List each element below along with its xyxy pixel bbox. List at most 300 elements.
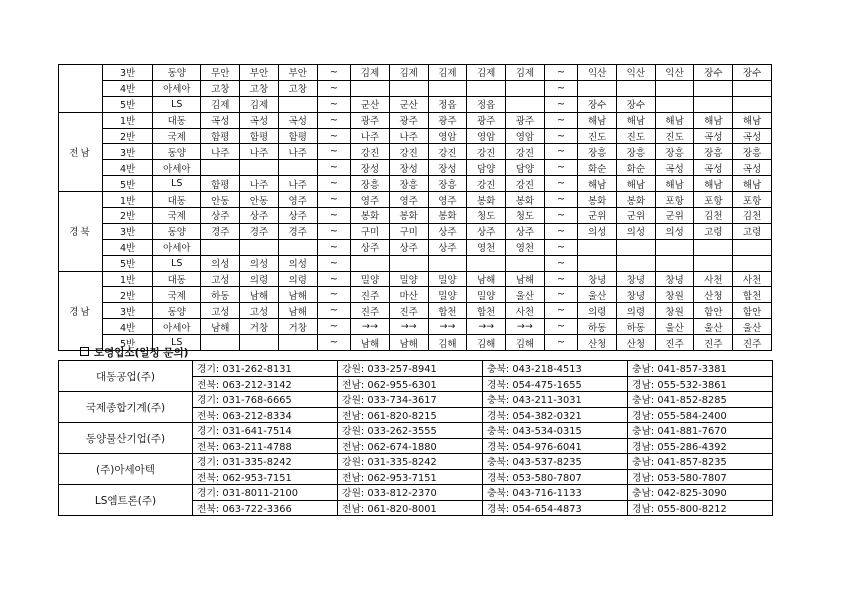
location-cell: 사천 [506,303,545,319]
location-cell: ~ [317,271,351,287]
office-phone: 충남: 041-852-8285 [628,392,773,408]
region-cell: 전남 [59,112,103,191]
location-cell: 청도 [506,208,545,224]
location-cell: 해남 [616,112,655,128]
location-cell: 울산 [733,319,772,335]
location-cell: ~ [544,303,578,319]
location-cell [616,255,655,271]
location-cell: 합천 [733,287,772,303]
location-cell: 군위 [616,208,655,224]
location-cell: 군산 [389,96,428,112]
location-cell: ~ [544,176,578,192]
location-cell [351,255,390,271]
location-cell: 진주 [694,335,733,351]
team-cell: 5반 [102,96,152,112]
location-cell [278,160,317,176]
location-cell: ~ [544,144,578,160]
location-cell: 상주 [428,239,467,255]
location-cell: 고창 [240,80,279,96]
office-phone: 강원: 031-335-8242 [338,454,483,470]
location-cell: 합천 [428,303,467,319]
location-cell: 장흥 [389,176,428,192]
location-cell: 해남 [616,176,655,192]
location-cell [694,80,733,96]
company-cell: 국제 [153,287,201,303]
location-cell: ~ [317,335,351,351]
schedule-table [58,64,772,351]
location-cell: 의령 [240,271,279,287]
location-cell: 곡성 [278,112,317,128]
location-cell: 산청 [578,335,617,351]
office-phone: 경북: 053-580-7807 [483,469,628,485]
location-cell: 화순 [616,160,655,176]
location-cell: 해남 [578,176,617,192]
location-cell: 강진 [428,144,467,160]
team-cell: 4반 [102,160,152,176]
location-cell: 광주 [467,112,506,128]
location-cell: 의성 [201,255,240,271]
location-cell: 의령 [616,303,655,319]
location-cell [201,160,240,176]
location-cell: 창원 [655,287,694,303]
location-cell: 밀양 [389,271,428,287]
location-cell: 강진 [506,144,545,160]
location-cell: 거창 [240,319,279,335]
location-cell: 나주 [201,144,240,160]
location-cell [578,239,617,255]
location-cell: 봉화 [506,192,545,208]
location-cell: 고성 [201,271,240,287]
location-cell: 창원 [655,303,694,319]
office-phone: 충북: 043-716-1133 [483,485,628,501]
location-cell: 광주 [389,112,428,128]
company-cell: 동양 [153,223,201,239]
location-cell: 장수 [578,96,617,112]
location-cell: →→ [506,319,545,335]
team-cell: 4반 [102,239,152,255]
office-row [59,392,773,408]
location-cell: 안동 [240,192,279,208]
schedule-row [59,223,772,239]
location-cell [733,239,772,255]
location-cell: 의령 [578,303,617,319]
location-cell: 무안 [201,65,240,81]
location-cell: 봉화 [616,192,655,208]
location-cell: 안동 [201,192,240,208]
location-cell [351,80,390,96]
team-cell: 5반 [102,335,152,351]
location-cell: 창녕 [655,271,694,287]
location-cell: 함평 [201,128,240,144]
office-phone: 경남: 055-286-4392 [628,438,773,454]
company-cell: 대동 [153,112,201,128]
team-cell: 4반 [102,319,152,335]
location-cell: 김제 [389,65,428,81]
location-cell: ~ [317,112,351,128]
location-cell: 영천 [506,239,545,255]
team-cell: 2반 [102,287,152,303]
location-cell: ~ [544,80,578,96]
location-cell: →→ [351,319,390,335]
location-cell: 진주 [733,335,772,351]
location-cell: ~ [544,335,578,351]
location-cell: 상주 [389,239,428,255]
location-cell: 하동 [201,287,240,303]
location-cell: 강진 [389,144,428,160]
location-cell: 상주 [506,223,545,239]
location-cell: 고창 [278,80,317,96]
location-cell: 김천 [733,208,772,224]
location-cell: ~ [317,239,351,255]
location-cell: ~ [317,208,351,224]
team-cell: 3반 [102,65,152,81]
location-cell: 산청 [694,287,733,303]
location-cell [694,239,733,255]
location-cell: ~ [317,65,351,81]
location-cell: 상주 [240,208,279,224]
location-cell: 함안 [733,303,772,319]
office-phone: 충북: 043-534-0315 [483,423,628,439]
location-cell: 의성 [278,255,317,271]
location-cell: 고성 [240,303,279,319]
location-cell: 경주 [240,223,279,239]
location-cell: ~ [317,287,351,303]
location-cell: 합천 [467,303,506,319]
office-phone: 경기: 031-262-8131 [193,361,338,377]
location-cell: 김제 [351,65,390,81]
location-cell: 장수 [694,65,733,81]
location-cell: 사천 [733,271,772,287]
company-cell: 아세아 [153,319,201,335]
location-cell: →→ [467,319,506,335]
location-cell: 함평 [278,128,317,144]
location-cell: 장수 [733,65,772,81]
location-cell: 고령 [733,223,772,239]
location-cell [733,255,772,271]
location-cell: 부안 [278,65,317,81]
office-phone: 경남: 055-584-2400 [628,407,773,423]
company-cell: 국제 [153,208,201,224]
location-cell: 진주 [351,303,390,319]
region-cell: 경북 [59,192,103,271]
location-cell: 김제 [506,65,545,81]
location-cell [616,239,655,255]
schedule-row [59,192,772,208]
region-cell [59,65,103,113]
office-company-name: 동양물산기업(주) [59,423,193,454]
office-phone: 경북: 054-475-1655 [483,376,628,392]
location-cell [278,96,317,112]
location-cell [428,80,467,96]
location-cell: 광주 [428,112,467,128]
location-cell: 담양 [506,160,545,176]
office-phone: 경북: 054-976-6041 [483,438,628,454]
location-cell: 군위 [578,208,617,224]
location-cell: 남해 [240,287,279,303]
location-cell: ~ [317,192,351,208]
location-cell: 군위 [655,208,694,224]
location-cell: ~ [317,144,351,160]
location-cell [278,239,317,255]
company-cell: 국제 [153,128,201,144]
schedule-row [59,271,772,287]
location-cell [389,80,428,96]
location-cell: 진주 [655,335,694,351]
location-cell: 담양 [467,160,506,176]
location-cell: ~ [544,208,578,224]
office-phone: 충북: 043-537-8235 [483,454,628,470]
location-cell: ~ [544,192,578,208]
location-cell: 곡성 [733,128,772,144]
office-phone: 경기: 031-335-8242 [193,454,338,470]
location-cell: 부안 [240,65,279,81]
location-cell: 장성 [351,160,390,176]
location-cell: 김제 [240,96,279,112]
location-cell [578,255,617,271]
schedule-row [59,287,772,303]
location-cell: 구미 [389,223,428,239]
location-cell: 김천 [694,208,733,224]
office-phone: 충남: 041-857-8235 [628,454,773,470]
location-cell: 나주 [240,176,279,192]
schedule-row [59,255,772,271]
location-cell: 김제 [467,65,506,81]
location-cell: 울산 [506,287,545,303]
location-cell: ~ [544,271,578,287]
location-cell: 봉화 [389,208,428,224]
office-phone: 충남: 041-881-7670 [628,423,773,439]
location-cell [389,255,428,271]
team-cell: 1반 [102,192,152,208]
location-cell: 의성 [616,223,655,239]
location-cell: 창녕 [616,287,655,303]
location-cell: ~ [544,239,578,255]
schedule-row [59,144,772,160]
location-cell: 울산 [694,319,733,335]
location-cell: ~ [317,303,351,319]
company-cell: 동양 [153,303,201,319]
location-cell [694,255,733,271]
location-cell: ~ [544,319,578,335]
office-phone: 경북: 054-654-4873 [483,500,628,516]
offices-table [58,360,773,516]
location-cell: 영주 [389,192,428,208]
location-cell [616,80,655,96]
location-cell: 의성 [240,255,279,271]
location-cell: →→ [389,319,428,335]
schedule-row [59,176,772,192]
office-company-name: 대동공업(주) [59,361,193,392]
location-cell: 해남 [733,176,772,192]
location-cell: 장흥 [655,144,694,160]
location-cell: 의성 [655,223,694,239]
location-cell [655,80,694,96]
location-cell [467,80,506,96]
location-cell: 해남 [694,112,733,128]
office-phone: 경남: 055-532-3861 [628,376,773,392]
location-cell [655,255,694,271]
team-cell: 4반 [102,80,152,96]
office-phone: 충북: 043-218-4513 [483,361,628,377]
location-cell: 하동 [616,319,655,335]
location-cell: 김해 [506,335,545,351]
location-cell [733,80,772,96]
office-phone: 경남: 055-800-8212 [628,500,773,516]
location-cell: 나주 [278,176,317,192]
office-phone: 강원: 033-262-3555 [338,423,483,439]
location-cell: 강진 [467,144,506,160]
location-cell [694,96,733,112]
location-cell: 창녕 [616,271,655,287]
location-cell: 마산 [389,287,428,303]
location-cell [655,96,694,112]
office-company-name: LS엠트론(주) [59,485,193,516]
office-phone: 경북: 054-382-0321 [483,407,628,423]
office-row [59,485,773,501]
location-cell: 익산 [578,65,617,81]
location-cell [506,96,545,112]
location-cell [240,239,279,255]
location-cell: ~ [544,128,578,144]
location-cell: 봉화 [428,208,467,224]
schedule-row [59,112,772,128]
location-cell: ~ [317,128,351,144]
location-cell [733,96,772,112]
company-cell: LS [153,96,201,112]
offices-heading: 도영업소(일정 문의) [80,345,188,360]
location-cell: 강진 [467,176,506,192]
location-cell: ~ [544,65,578,81]
location-cell: 영암 [506,128,545,144]
location-cell: ~ [544,223,578,239]
location-cell: ~ [317,255,351,271]
location-cell: 봉화 [578,192,617,208]
location-cell: 장흥 [428,176,467,192]
location-cell: 군산 [351,96,390,112]
office-phone: 경남: 053-580-7807 [628,469,773,485]
location-cell: 남해 [506,271,545,287]
office-phone: 충북: 043-211-3031 [483,392,628,408]
location-cell: 상주 [467,223,506,239]
region-cell: 경남 [59,271,103,350]
location-cell [578,80,617,96]
office-phone: 전남: 062-955-6301 [338,376,483,392]
location-cell: 고창 [201,80,240,96]
location-cell: 곡성 [655,160,694,176]
location-cell: 남해 [278,303,317,319]
location-cell: 남해 [278,287,317,303]
company-cell: 동양 [153,144,201,160]
location-cell: 사천 [694,271,733,287]
location-cell: 경주 [201,223,240,239]
location-cell: 곡성 [240,112,279,128]
location-cell: 남해 [389,335,428,351]
location-cell: 해남 [733,112,772,128]
location-cell [278,335,317,351]
location-cell: ~ [544,96,578,112]
location-cell: 상주 [351,239,390,255]
schedule-row [59,128,772,144]
team-cell: 2반 [102,128,152,144]
company-cell: 대동 [153,192,201,208]
location-cell: 해남 [655,176,694,192]
location-cell: 곡성 [201,112,240,128]
schedule-row [59,319,772,335]
location-cell: 진도 [616,128,655,144]
location-cell: ~ [544,160,578,176]
location-cell: 구미 [351,223,390,239]
company-cell: LS [153,335,201,351]
location-cell [506,80,545,96]
location-cell: 나주 [351,128,390,144]
location-cell: ~ [544,112,578,128]
company-cell: LS [153,176,201,192]
office-phone: 경기: 031-8011-2100 [193,485,338,501]
company-cell: 대동 [153,271,201,287]
location-cell: 울산 [655,319,694,335]
location-cell: 청도 [467,208,506,224]
location-cell: 의성 [578,223,617,239]
location-cell: 하동 [578,319,617,335]
location-cell [655,239,694,255]
location-cell: 남해 [201,319,240,335]
location-cell: 익산 [655,65,694,81]
schedule-row [59,239,772,255]
office-phone: 경기: 031-641-7514 [193,423,338,439]
location-cell: 고령 [694,223,733,239]
location-cell [506,255,545,271]
location-cell: 경주 [278,223,317,239]
location-cell [467,255,506,271]
location-cell: 장성 [428,160,467,176]
location-cell: 정읍 [467,96,506,112]
schedule-row [59,303,772,319]
location-cell: 함평 [240,128,279,144]
location-cell: 상주 [278,208,317,224]
office-phone: 전북: 063-212-3142 [193,376,338,392]
location-cell: 나주 [240,144,279,160]
location-cell: ~ [317,96,351,112]
location-cell [201,335,240,351]
location-cell: 김제 [201,96,240,112]
team-cell: 1반 [102,112,152,128]
location-cell: 영암 [428,128,467,144]
location-cell: →→ [428,319,467,335]
location-cell: 거창 [278,319,317,335]
location-cell: 영주 [428,192,467,208]
team-cell: 5반 [102,255,152,271]
location-cell: 영암 [467,128,506,144]
office-phone: 전북: 063-722-3366 [193,500,338,516]
office-phone: 전남: 062-674-1880 [338,438,483,454]
team-cell: 3반 [102,144,152,160]
office-row [59,423,773,439]
office-company-name: 국제종합기계(주) [59,392,193,423]
location-cell: 해남 [655,112,694,128]
location-cell: 익산 [616,65,655,81]
location-cell: 김해 [467,335,506,351]
office-phone: 전남: 061-820-8001 [338,500,483,516]
location-cell: 남해 [351,335,390,351]
location-cell: 강진 [506,176,545,192]
location-cell: 김해 [428,335,467,351]
location-cell: 곡성 [694,160,733,176]
location-cell: 진도 [655,128,694,144]
office-phone: 충남: 041-857-3381 [628,361,773,377]
location-cell: 포항 [655,192,694,208]
location-cell: 산청 [616,335,655,351]
location-cell: 나주 [278,144,317,160]
